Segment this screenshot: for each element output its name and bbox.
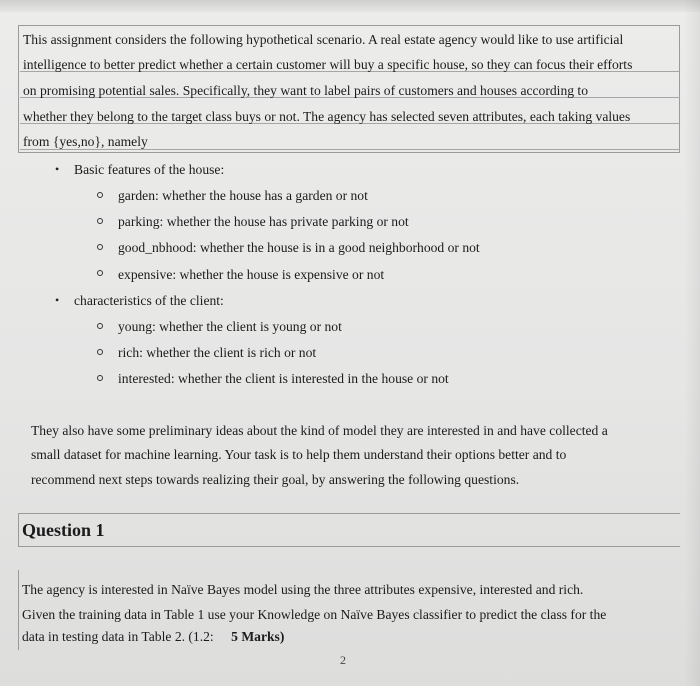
- client-feature-rich: rich: whether the client is rich or not: [118, 345, 317, 360]
- house-features-heading: Basic features of the house:: [74, 162, 225, 177]
- question-heading-box: [18, 513, 680, 547]
- circle-bullet-icon: [97, 244, 103, 250]
- intro-line-3: on promising potential sales. Specifically, they want to label pairs of customers and houses according to: [23, 83, 589, 98]
- question-line-3-text: data in testing data in Table 2. (1.2:: [22, 629, 214, 644]
- bullet-dot-icon: •: [55, 293, 60, 307]
- question-line-1: The agency is interested in Naïve Bayes model using the three attributes expensive, interested and rich.: [22, 582, 584, 597]
- circle-bullet-icon: [97, 375, 103, 381]
- intro-line-4: whether they belong to the target class buys or not. The agency has selected seven attributes, each taking values: [23, 109, 631, 124]
- client-feature-young: young: whether the client is young or not: [118, 319, 342, 334]
- question-line-3: [22, 628, 284, 646]
- circle-bullet-icon: [97, 218, 103, 224]
- paragraph2-line-2: small dataset for machine learning. Your task is to help them understand their options better and to: [31, 447, 567, 462]
- circle-bullet-icon: [97, 270, 103, 276]
- page-shadow-top: [0, 0, 700, 12]
- question-title: Question 1: [22, 520, 105, 540]
- house-feature-expensive: expensive: whether the house is expensive or not: [118, 267, 385, 282]
- paragraph2-line-3: recommend next steps towards realizing their goal, by answering the following questions.: [31, 472, 520, 487]
- bullet-dot-icon: •: [55, 162, 60, 176]
- client-feature-interested: interested: whether the client is interested in the house or not: [118, 371, 449, 386]
- question-line-2: Given the training data in Table 1 use your Knowledge on Naïve Bayes classifier to predict the class for the: [22, 607, 607, 622]
- intro-line-2: intelligence to better predict whether a certain customer will buy a specific house, so they can focus their efforts: [23, 57, 633, 72]
- circle-bullet-icon: [97, 323, 103, 329]
- client-features-heading: characteristics of the client:: [74, 293, 224, 308]
- intro-line-5: from {yes,no}, namely: [23, 134, 148, 149]
- paragraph2-line-1: They also have some preliminary ideas about the kind of model they are interested in and have collected a: [31, 423, 608, 438]
- question-marks: 5 Marks): [231, 629, 285, 644]
- house-feature-good-nbhood: good_nbhood: whether the house is in a good neighborhood or not: [118, 240, 480, 255]
- page-shadow-right: [684, 0, 700, 686]
- house-feature-parking: parking: whether the house has private parking or not: [118, 214, 409, 229]
- circle-bullet-icon: [97, 349, 103, 355]
- intro-line-1: This assignment considers the following hypothetical scenario. A real estate agency would like to use artificial: [23, 32, 624, 47]
- circle-bullet-icon: [97, 192, 103, 198]
- house-feature-garden: garden: whether the house has a garden or not: [118, 188, 368, 203]
- page-number: 2: [340, 653, 346, 667]
